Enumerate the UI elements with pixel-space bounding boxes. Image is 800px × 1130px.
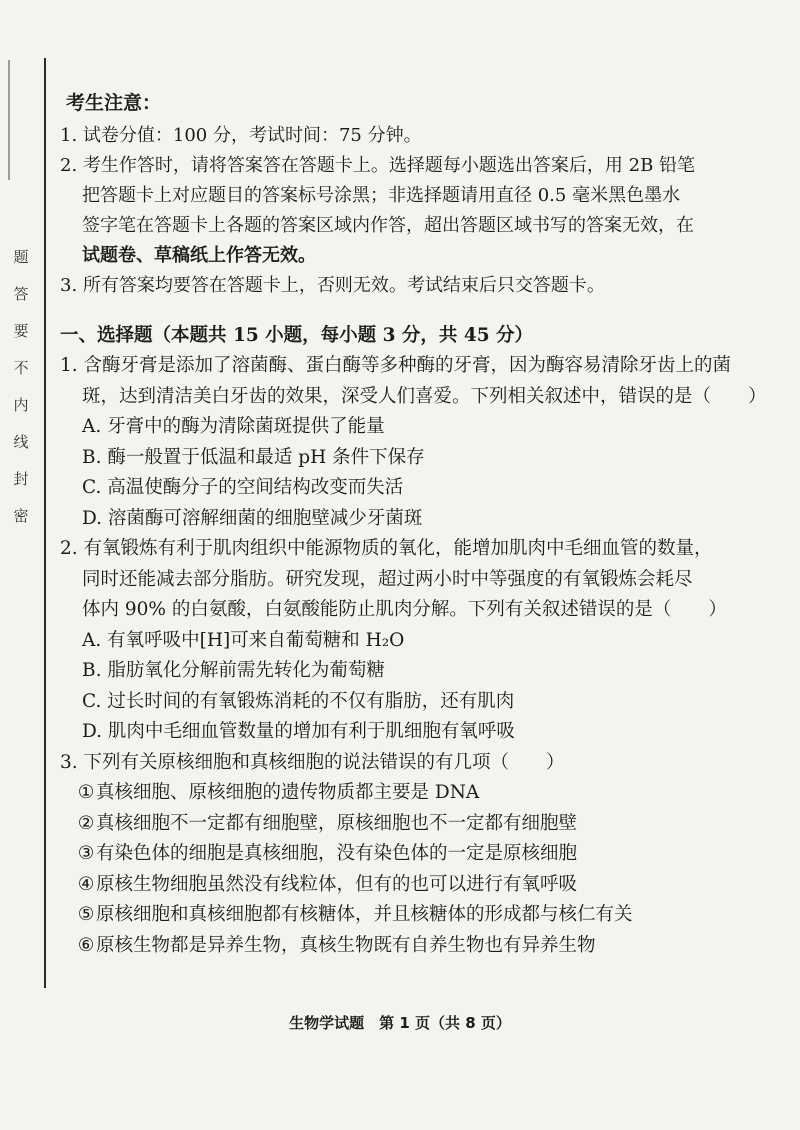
item-text: 原核生物细胞虽然没有线粒体，但有的也可以进行有氧呼吸 bbox=[96, 873, 578, 895]
item-text: 原核细胞和真核细胞都有核糖体，并且核糖体的形成都与核仁有关 bbox=[96, 904, 633, 925]
binding-line bbox=[44, 58, 46, 988]
option-c: C. 高温使酶分子的空间结构改变而失活 bbox=[82, 477, 404, 498]
statement-item bbox=[60, 839, 780, 870]
seal-char: 内 bbox=[13, 396, 29, 414]
notice-line: 签字笔在答题卡上各题的答案区域内作答，超出答题区域书写的答案无效，在 bbox=[82, 215, 694, 236]
seal-char: 不 bbox=[13, 359, 29, 377]
exam-content bbox=[60, 88, 780, 961]
notice-line: 试题卷、草稿纸上作答无效。 bbox=[82, 245, 316, 266]
seal-char: 密 bbox=[13, 507, 29, 525]
seal-char: 线 bbox=[13, 433, 29, 451]
question-stem: 体内 90% 的白氨酸，白氨酸能防止肌肉分解。下列有关叙述错误的是（ ） bbox=[82, 599, 727, 620]
option-b: B. 酶一般置于低温和最适 pH 条件下保存 bbox=[82, 446, 425, 468]
page-edge-marks bbox=[0, 60, 10, 180]
question-stem: 同时还能减去部分脂肪。研究发现，超过两小时中等强度的有氧锻炼会耗尽 bbox=[82, 568, 693, 590]
question-stem: 3. 下列有关原核细胞和真核细胞的说法错误的有几项（ ） bbox=[60, 751, 565, 773]
question-2 bbox=[60, 534, 780, 748]
seal-char: 封 bbox=[13, 470, 29, 488]
item-text: 有染色体的细胞是真核细胞，没有染色体的一定是原核细胞 bbox=[96, 843, 578, 864]
notice-line: 2. 考生作答时，请将答案答在答题卡上。选择题每小题选出答案后，用 2B 铅笔 bbox=[60, 155, 696, 176]
statement-item bbox=[60, 809, 780, 840]
statement-item bbox=[60, 931, 780, 962]
notice-line: 3. 所有答案均要答在答题卡上，否则无效。考试结束后只交答题卡。 bbox=[60, 275, 605, 296]
question-stem: 1. 含酶牙膏是添加了溶菌酶、蛋白酶等多种酶的牙膏，因为酶容易清除牙齿上的菌 bbox=[60, 355, 732, 376]
item-text: 真核细胞、原核细胞的遗传物质都主要是 DNA bbox=[96, 782, 480, 803]
item-number: ① bbox=[77, 782, 95, 803]
page-footer: 生物学试题 第 1 页（共 8 页） bbox=[289, 1014, 511, 1032]
option-c: C. 过长时间的有氧锻炼消耗的不仅有脂肪，还有肌肉 bbox=[82, 690, 515, 712]
item-text: 真核细胞不一定都有细胞壁，原核细胞也不一定都有细胞壁 bbox=[96, 812, 578, 834]
notice-line: 1. 试卷分值：100 分，考试时间：75 分钟。 bbox=[60, 125, 422, 146]
statement-item bbox=[60, 870, 780, 901]
option-a: A. 牙膏中的酶为清除菌斑提供了能量 bbox=[82, 416, 385, 437]
item-number: ⑥ bbox=[77, 934, 95, 956]
option-b: B. 脂肪氧化分解前需先转化为葡萄糖 bbox=[82, 660, 385, 681]
option-d: D. 肌肉中毛细血管数量的增加有利于肌细胞有氧呼吸 bbox=[82, 721, 515, 742]
item-number: ② bbox=[77, 812, 95, 834]
section-title: 一、选择题（本题共 15 小题，每小题 3 分，共 45 分） bbox=[60, 325, 534, 346]
question-1 bbox=[60, 351, 780, 534]
item-number: ⑤ bbox=[77, 904, 95, 925]
option-d: D. 溶菌酶可溶解细菌的细胞壁减少牙菌斑 bbox=[82, 507, 423, 529]
item-number: ④ bbox=[77, 873, 95, 895]
item-text: 原核生物都是异养生物，真核生物既有自养生物也有异养生物 bbox=[96, 934, 596, 956]
question-stem: 2. 有氧锻炼有利于肌肉组织中能源物质的氧化，能增加肌肉中毛细血管的数量， bbox=[60, 538, 713, 559]
seal-line-text bbox=[8, 250, 34, 546]
item-number: ③ bbox=[77, 843, 95, 864]
statement-item bbox=[60, 900, 780, 931]
seal-char: 题 bbox=[13, 248, 29, 266]
notice-title: 考生注意： bbox=[66, 92, 162, 114]
question-stem: 斑，达到清洁美白牙齿的效果，深受人们喜爱。下列相关叙述中，错误的是（ ） bbox=[82, 385, 767, 407]
option-a: A. 有氧呼吸中[H]可来自葡萄糖和 H₂O bbox=[82, 629, 405, 651]
notice-line: 把答题卡上对应题目的答案标号涂黑；非选择题请用直径 0.5 毫米黑色墨水 bbox=[82, 185, 681, 206]
notice-block bbox=[60, 121, 780, 301]
statement-item bbox=[60, 778, 780, 809]
seal-char: 答 bbox=[13, 285, 29, 303]
seal-char: 要 bbox=[13, 322, 29, 340]
question-3 bbox=[60, 748, 780, 962]
